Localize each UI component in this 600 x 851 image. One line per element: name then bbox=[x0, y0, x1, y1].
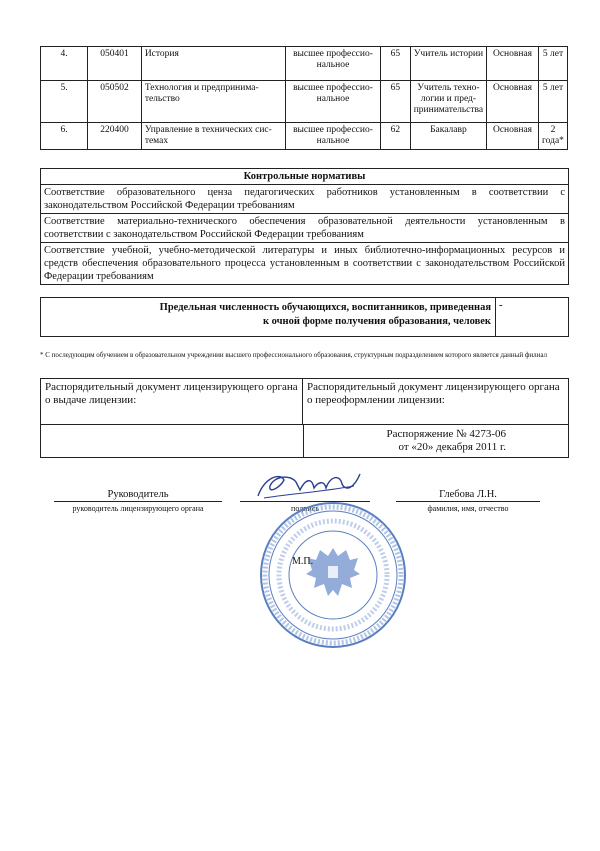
official-seal-icon bbox=[258, 500, 408, 655]
control-norms-box bbox=[40, 168, 569, 285]
program-code: 050502 bbox=[88, 81, 142, 123]
program-type: Основная bbox=[487, 47, 539, 81]
table-row bbox=[41, 47, 568, 81]
program-name: Технология и предпринима-тельство bbox=[141, 81, 285, 123]
qualification: Учитель истории bbox=[410, 47, 486, 81]
signatory-name: Глебова Л.Н. bbox=[396, 489, 540, 502]
student-limit-value: - bbox=[499, 300, 503, 311]
program-name: История bbox=[141, 47, 285, 81]
study-term: 5 лет bbox=[538, 47, 567, 81]
signatory-role: Руководитель bbox=[54, 489, 222, 502]
signatory-name-caption: фамилия, имя, отчество bbox=[427, 504, 509, 513]
education-level: высшее профессио-нальное bbox=[285, 123, 380, 150]
student-limit-box bbox=[40, 297, 569, 337]
stamp-label: М.П. bbox=[292, 556, 314, 567]
reissue-document-label: Распорядительный документ лицензирующего органа о переоформлении лицензии: bbox=[303, 379, 568, 425]
education-level: высшее профессио-нальное bbox=[285, 47, 380, 81]
reissue-document-value bbox=[303, 425, 568, 457]
student-limit-line: Предельная численность обучающихся, воспитанников, приведенная bbox=[159, 302, 491, 313]
program-group: 62 bbox=[381, 123, 411, 150]
program-code: 220400 bbox=[88, 123, 142, 150]
order-number: Распоряжение № 4273-06 bbox=[386, 428, 506, 440]
program-type: Основная bbox=[487, 81, 539, 123]
program-group: 65 bbox=[381, 47, 411, 81]
education-level: высшее профессио-нальное bbox=[285, 81, 380, 123]
control-norm-item: Соответствие материально-технического обеспечения образовательной деятельности установленным в соответствии с законодательством Российской Федерации требованиям bbox=[41, 214, 568, 243]
signature-caption: подпись bbox=[291, 504, 319, 513]
footnote: * С последующим обучением в образовательном учреждении высшего профессионального образования, структурным подразделением которого является данный филиал bbox=[40, 351, 548, 359]
program-group: 65 bbox=[381, 81, 411, 123]
programs-table bbox=[40, 46, 568, 150]
row-number: 5. bbox=[41, 81, 88, 123]
table-row bbox=[41, 123, 568, 150]
control-norms-title: Контрольные нормативы bbox=[41, 169, 568, 185]
control-norm-item: Соответствие образовательного ценза педагогических работников установленным в соответствии с законодательством Российской Федерации требованиям bbox=[41, 185, 568, 214]
student-limit-label bbox=[41, 298, 496, 336]
signatory-role-caption: руководитель лицензирующего органа bbox=[72, 504, 204, 513]
row-number: 4. bbox=[41, 47, 88, 81]
study-term: 5 лет bbox=[538, 81, 567, 123]
program-code: 050401 bbox=[88, 47, 142, 81]
study-term: 2 года* bbox=[538, 123, 567, 150]
table-row bbox=[41, 81, 568, 123]
order-date: от «20» декабря 2011 г. bbox=[398, 441, 506, 453]
issue-document-value bbox=[41, 425, 304, 457]
student-limit-line: к очной форме получения образования, человек bbox=[262, 316, 491, 327]
qualification: Учитель техно-логии и пред-принимательства bbox=[410, 81, 486, 123]
program-name: Управление в технических сис-темах bbox=[141, 123, 285, 150]
program-type: Основная bbox=[487, 123, 539, 150]
qualification: Бакалавр bbox=[410, 123, 486, 150]
issue-document-label: Распорядительный документ лицензирующего органа о выдаче лицензии: bbox=[41, 379, 303, 425]
license-documents-box bbox=[40, 378, 569, 458]
row-number: 6. bbox=[41, 123, 88, 150]
control-norm-item: Соответствие учебной, учебно-методической литературы и иных библиотечно-информационных ресурсов и средств обеспечения образовательного процесса установленным в соответствии с законодательством Российской Федерации требованиям bbox=[44, 245, 565, 282]
